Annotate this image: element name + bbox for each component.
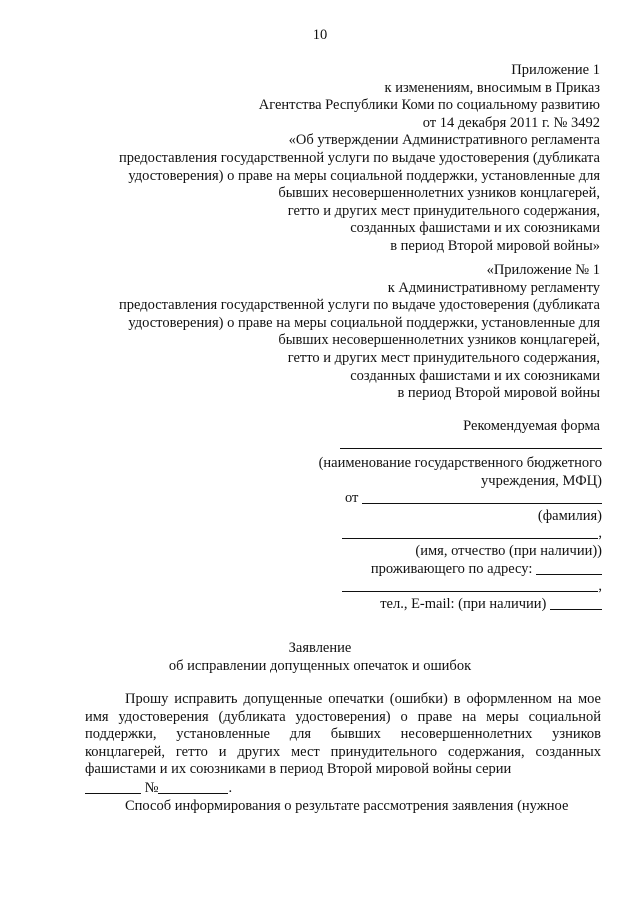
statement-body <box>85 691 601 779</box>
name-caption: (имя, отчество (при наличии)) <box>415 543 602 559</box>
name-line-comma: , <box>598 525 602 541</box>
from-label: от <box>344 490 359 506</box>
appendix-1-line: бывших несовершеннолетних узников концлагерей, <box>278 185 600 202</box>
appendix-2-line: в период Второй мировой войны <box>397 385 600 402</box>
appendix-1-line: «Об утверждении Административного регламента <box>288 132 600 149</box>
name-field <box>342 525 602 543</box>
appendix-1-line: удостоверения) о праве на меры социальной поддержки, установленные для <box>128 167 600 184</box>
series-blank[interactable] <box>85 793 141 794</box>
number-label: № <box>144 780 159 796</box>
institution-caption: учреждения, МФЦ) <box>481 473 602 489</box>
appendix-2-line: созданных фашистами и их союзниками <box>350 367 600 384</box>
appendix-1-line: созданных фашистами и их союзниками <box>350 220 600 237</box>
appendix-2-line: удостоверения) о праве на меры социальной поддержки, установленные для <box>128 314 600 331</box>
series-number-line <box>85 780 232 798</box>
name-line[interactable] <box>342 538 598 539</box>
address-line-comma: , <box>598 578 602 594</box>
appendix-2-line: гетто и других мест принудительного содержания, <box>287 349 600 366</box>
appendix-1-line: в период Второй мировой войны» <box>390 237 600 254</box>
document-title: Заявление <box>288 640 352 656</box>
address-field <box>371 561 602 579</box>
appendix-2-line: «Приложение № 1 <box>486 262 600 278</box>
institution-name-line[interactable] <box>340 448 602 449</box>
surname-caption: (фамилия) <box>537 508 602 524</box>
phone-field <box>380 596 602 614</box>
institution-caption: (наименование государственного бюджетного <box>318 455 602 471</box>
appendix-1-line: Агентства Республики Коми по социальному развитию <box>258 97 600 114</box>
page-number: 10 <box>312 27 328 43</box>
sentence-end: . <box>228 780 233 796</box>
document-subtitle: об исправлении допущенных опечаток и ошибок <box>168 658 472 674</box>
notification-method-text: Способ информирования о результате рассмотрения заявления (нужное <box>125 798 569 814</box>
appendix-2-header <box>119 262 600 403</box>
appendix-1-line: Приложение 1 <box>511 62 600 78</box>
appendix-1-line: гетто и других мест принудительного содержания, <box>287 202 600 219</box>
appendix-2-line: к Административному регламенту <box>387 279 600 296</box>
address-line-2[interactable] <box>342 591 598 592</box>
address-field-2 <box>342 578 602 596</box>
surname-line[interactable] <box>362 503 602 504</box>
appendix-1-header <box>119 62 600 256</box>
appendix-1-line: от 14 декабря 2011 г. № 3492 <box>422 114 600 131</box>
phone-label: тел., E-mail: (при наличии) <box>380 596 547 612</box>
number-blank[interactable] <box>158 793 228 794</box>
appendix-2-line: предоставления государственной услуги по выдаче удостоверения (дубликата <box>118 297 600 314</box>
statement-paragraph: Прошу исправить допущенные опечатки (ошибки) в оформленном на мое имя удостоверения (дубликата удостоверения) о праве на меры социальной поддержки, установленные для бывших несовершеннолетних узников концлагерей, гетто и других мест принудительного содержания, созданных фашистами и их союзниками в период Второй мировой войны серии <box>85 691 601 778</box>
phone-line[interactable] <box>550 609 602 610</box>
address-label: проживающего по адресу: <box>370 561 533 577</box>
recommended-form-label: Рекомендуемая форма <box>463 418 600 434</box>
address-line-1[interactable] <box>536 574 602 575</box>
from-field <box>345 490 602 508</box>
appendix-2-line: бывших несовершеннолетних узников концлагерей, <box>278 332 600 349</box>
appendix-1-line: к изменениям, вносимым в Приказ <box>384 79 600 96</box>
appendix-1-line: предоставления государственной услуги по выдаче удостоверения (дубликата <box>118 149 600 166</box>
